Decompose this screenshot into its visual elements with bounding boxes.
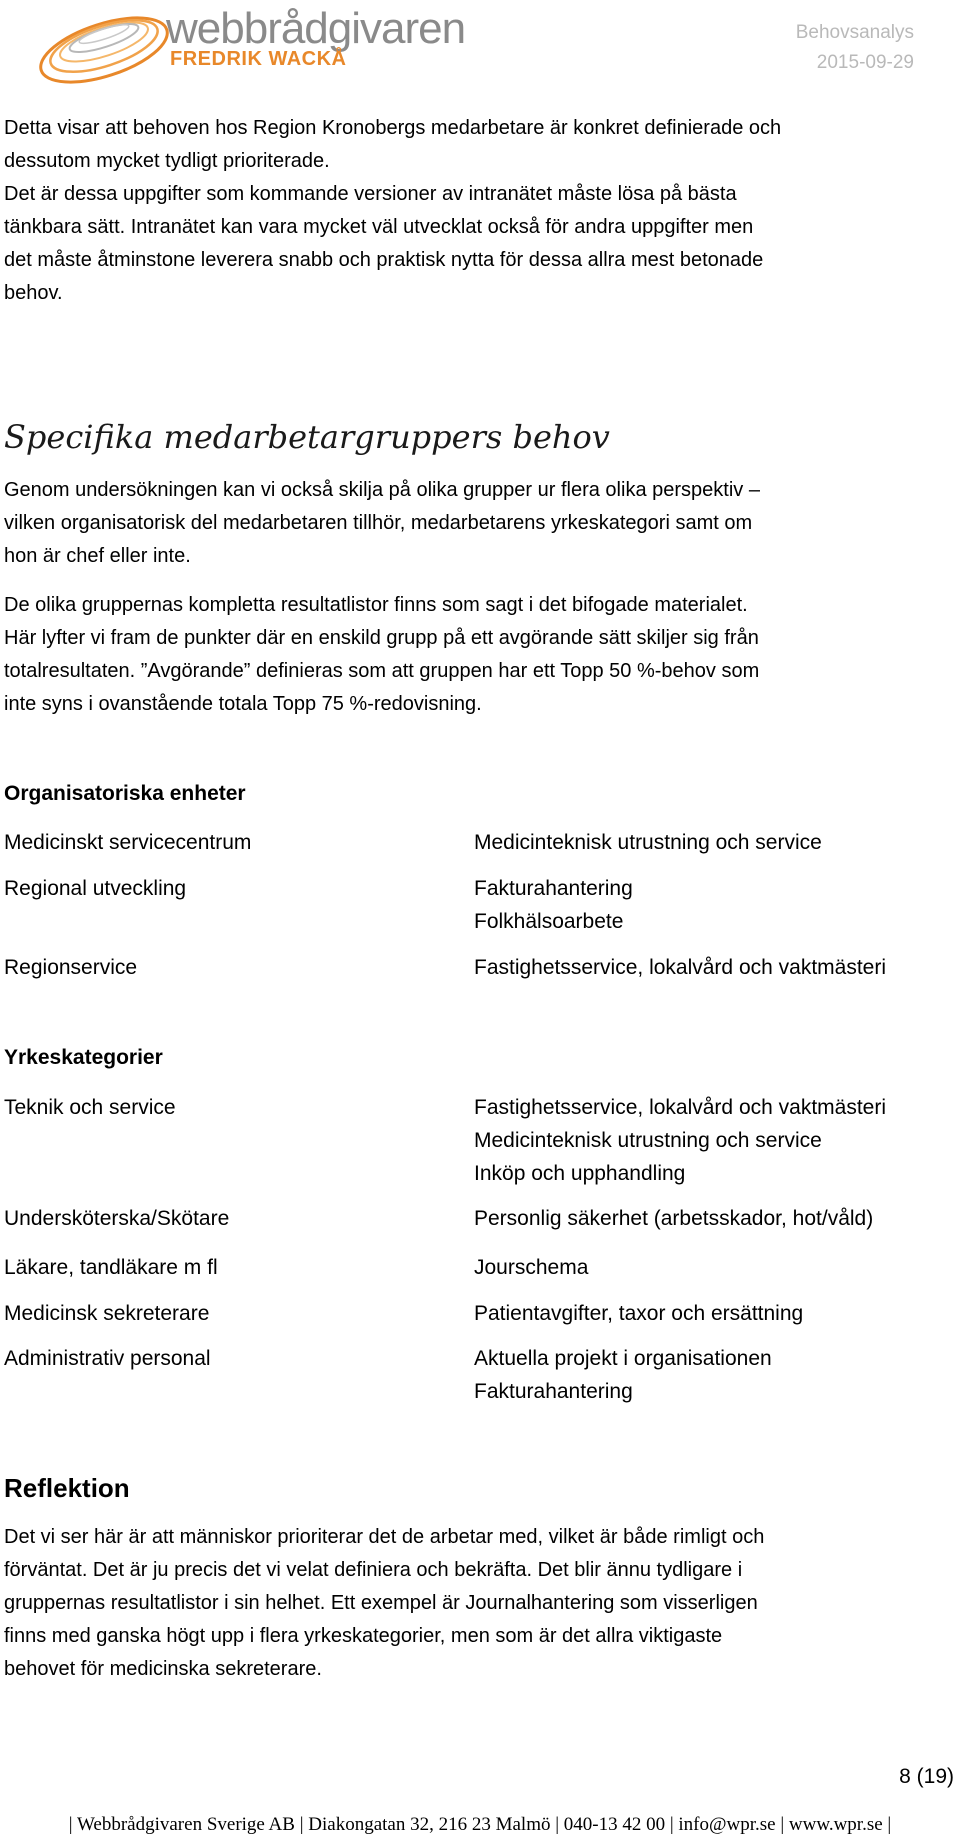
- category-need: Medicinteknisk utrustning och service: [474, 1129, 822, 1152]
- text-line: Det är dessa uppgifter som kommande versioner av intranätet måste lösa på bästa: [4, 183, 737, 205]
- doc-date: 2015-09-29: [816, 52, 914, 73]
- category-group: Administrativ personal: [4, 1347, 211, 1370]
- category-group: Läkare, tandläkare m fl: [4, 1256, 218, 1279]
- intro-paragraph-2: [4, 178, 954, 310]
- intro-paragraph-1: [4, 112, 954, 178]
- org-unit-need: Fakturahantering: [474, 877, 633, 900]
- text-line: hon är chef eller inte.: [4, 545, 191, 567]
- doc-title: Behovsanalys: [795, 22, 914, 43]
- text-line: Genom undersökningen kan vi också skilja på olika grupper ur flera olika perspektiv –: [4, 479, 760, 501]
- org-unit-group: Regional utveckling: [4, 877, 187, 900]
- category-need: Jourschema: [474, 1256, 589, 1279]
- category-needs: [474, 1091, 886, 1190]
- footer-contact: | Webbrådgivaren Sverige AB | Diakongatan 32, 216 23 Malmö | 040-13 42 00 | info@wpr.se | www.wpr.se |: [68, 1814, 892, 1835]
- text-line: vilken organisatorisk del medarbetaren tillhör, medarbetarens yrkeskategori samt om: [4, 512, 753, 534]
- text-line: det måste åtminstone leverera snabb och praktisk nytta för dessa allra mest betonade: [4, 249, 764, 271]
- text-line: förväntat. Det är ju precis det vi velat definiera och bekräfta. Det blir ännu tydligare i: [4, 1559, 743, 1581]
- text-line: tänkbara sätt. Intranätet kan vara mycket väl utvecklat också för andra uppgifter men: [4, 216, 754, 238]
- text-line: behovet för medicinska sekreterare.: [4, 1658, 322, 1680]
- category-need: Inköp och upphandling: [474, 1162, 686, 1185]
- org-unit-need: Medicinteknisk utrustning och service: [474, 831, 822, 854]
- org-unit-need: Fastighetsservice, lokalvård och vaktmästeri: [474, 956, 886, 979]
- text-line: Detta visar att behoven hos Region Kronobergs medarbetare är konkret definierade och: [4, 117, 782, 139]
- header-meta: [796, 18, 914, 78]
- org-unit-group: Regionservice: [4, 956, 138, 979]
- org-unit-need: Folkhälsoarbete: [474, 910, 624, 933]
- text-line: Här lyfter vi fram de punkter där en enskild grupp på ett avgörande sätt skiljer sig från: [4, 627, 759, 649]
- heading-org-units: Organisatoriska enheter: [4, 782, 246, 805]
- category-need: Fakturahantering: [474, 1380, 633, 1403]
- text-line: dessutom mycket tydligt prioriterade.: [4, 150, 330, 172]
- category-group: Medicinsk sekreterare: [4, 1302, 210, 1325]
- category-needs: [474, 1342, 772, 1408]
- reflektion-paragraph: [4, 1521, 954, 1686]
- text-line: De olika gruppernas kompletta resultatlistor finns som sagt i det bifogade materialet.: [4, 594, 748, 616]
- text-line: totalresultaten. ”Avgörande” definieras som att gruppen har ett Topp 50 %-behov som: [4, 660, 760, 682]
- category-need: Patientavgifter, taxor och ersättning: [474, 1302, 804, 1325]
- org-unit-needs: [474, 872, 633, 938]
- text-line: inte syns i ovanstående totala Topp 75 %-redovisning.: [4, 693, 482, 715]
- category-need: Aktuella projekt i organisationen: [474, 1347, 772, 1370]
- category-group: Teknik och service: [4, 1096, 176, 1119]
- text-line: gruppernas resultatlistor i sin helhet. Ett exempel är Journalhantering som visserligen: [4, 1592, 758, 1614]
- heading-reflektion: Reflektion: [4, 1473, 130, 1503]
- specifika-paragraph-1: [4, 474, 954, 573]
- text-line: behov.: [4, 282, 63, 304]
- logo-wordmark: webbrådgivaren: [166, 4, 466, 53]
- category-need: Fastighetsservice, lokalvård och vaktmästeri: [474, 1096, 886, 1119]
- text-line: Det vi ser här är att människor prioriterar det de arbetar med, vilket är både rimligt och: [4, 1526, 765, 1548]
- category-group: Undersköterska/Skötare: [4, 1207, 230, 1230]
- category-need: Personlig säkerhet (arbetsskador, hot/våld): [474, 1207, 874, 1230]
- page-number: 8 (19): [899, 1765, 954, 1788]
- logo-swirl-icon: [34, 0, 174, 84]
- logo-subtitle: FREDRIK WACKÅ: [170, 48, 347, 70]
- org-unit-group: Medicinskt servicecentrum: [4, 831, 252, 854]
- specifika-paragraph-2: [4, 589, 954, 721]
- heading-categories: Yrkeskategorier: [4, 1046, 163, 1069]
- section-heading-specifika: Specifika medarbetargruppers behov: [4, 418, 610, 456]
- text-line: finns med ganska högt upp i flera yrkeskategorier, men som är det allra viktigaste: [4, 1625, 723, 1647]
